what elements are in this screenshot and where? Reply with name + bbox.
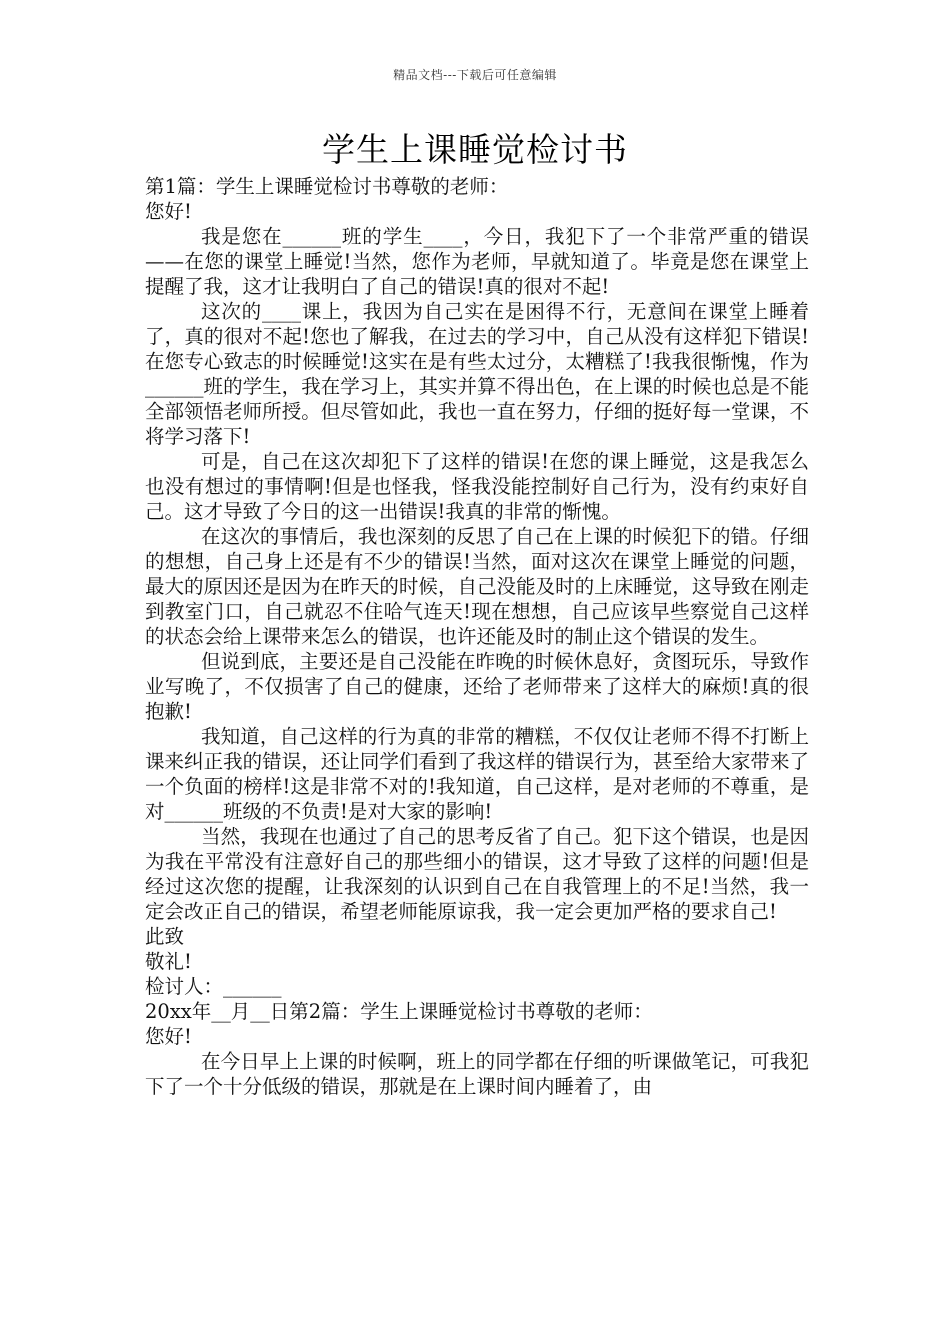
closing-line: 敬礼! (145, 950, 192, 973)
paragraph: 我知道，自己这样的行为真的非常的糟糕，不仅仅让老师不得不打断上课来纠正我的错误，还让同学们看到了我这样的错误行为，甚至给大家带来了一个负面的榜样!这是非常不对的!我知道，自己这样，是对老师的不尊重，是对______班级的不负责!是对大家的影响! (145, 725, 809, 823)
paragraph: 但说到底，主要还是自己没能在昨晚的时候休息好，贪图玩乐，导致作业写晚了，不仅损害了自己的健康，还给了老师带来了这样大的麻烦!真的很抱歉! (145, 650, 809, 723)
paragraph: 当然，我现在也通过了自己的思考反省了自己。犯下这个错误，也是因为我在平常没有注意好自己的那些细小的错误，这才导致了这样的问题!但是经过这次您的提醒，让我深刻的认识到自己在自我管理上的不足!当然，我一定会改正自己的错误，希望老师能原谅我，我一定会更加严格的要求自己! (145, 825, 809, 923)
paragraph: 在这次的事情后，我也深刻的反思了自己在上课的时候犯下的错。仔细的想想，自己身上还是有不少的错误!当然，面对这次在课堂上睡觉的问题，最大的原因还是因为在昨天的时候，自己没能及时的上床睡觉，这导致在刚走到教室门口，自己就忍不住哈气连天!现在想想，自己应该早些察觉自己这样的状态会给上课带来怎么的错误，也许还能及时的制止这个错误的发生。 (145, 525, 809, 648)
paragraph: 我是您在______班的学生____，今日，我犯下了一个非常严重的错误——在您的课堂上睡觉!当然，您作为老师，早就知道了。毕竟是您在课堂上提醒了我，这才让我明白了自己的错误!真的很对不起! (145, 225, 809, 298)
closing-line: 此致 (145, 925, 185, 948)
header-note: 精品文档---下载后可任意编辑 (393, 68, 557, 82)
paragraph: 在今日早上上课的时候啊，班上的同学都在仔细的听课做笔记，可我犯下了一个十分低级的错误，那就是在上课时间内睡着了，由 (145, 1050, 809, 1098)
paragraph: 您好! (145, 1025, 192, 1048)
document-body (145, 174, 809, 1099)
paragraph: 您好! (145, 200, 192, 223)
paragraph: 可是，自己在这次却犯下了这样的错误!在您的课上睡觉，这是我怎么也没有想过的事情啊!但是也怪我，怪我没能控制好自己行为，没有约束好自己。这才导致了今日的这一出错误!我真的非常的惭愧。 (145, 450, 809, 523)
document-title: 学生上课睡觉检讨书 (322, 130, 628, 169)
paragraph: 这次的____课上，我因为自己实在是困得不行，无意间在课堂上睡着了，真的很对不起!您也了解我，在过去的学习中，自己从没有这样犯下错误!在您专心致志的时候睡觉!这实在是有些太过分，太糟糕了!我我很惭愧，作为______班的学生，我在学习上，其实并算不得出色，在上课的时候也总是不能全部领悟老师所授。但尽管如此，我也一直在努力，仔细的挺好每一堂课，不将学习落下! (145, 300, 809, 448)
signature-line: 检讨人：______ (145, 975, 282, 998)
date-line: 20xx年__月__日第2篇：学生上课睡觉检讨书尊敬的老师： (145, 1000, 653, 1023)
paragraph: 第1篇：学生上课睡觉检讨书尊敬的老师： (145, 175, 509, 198)
